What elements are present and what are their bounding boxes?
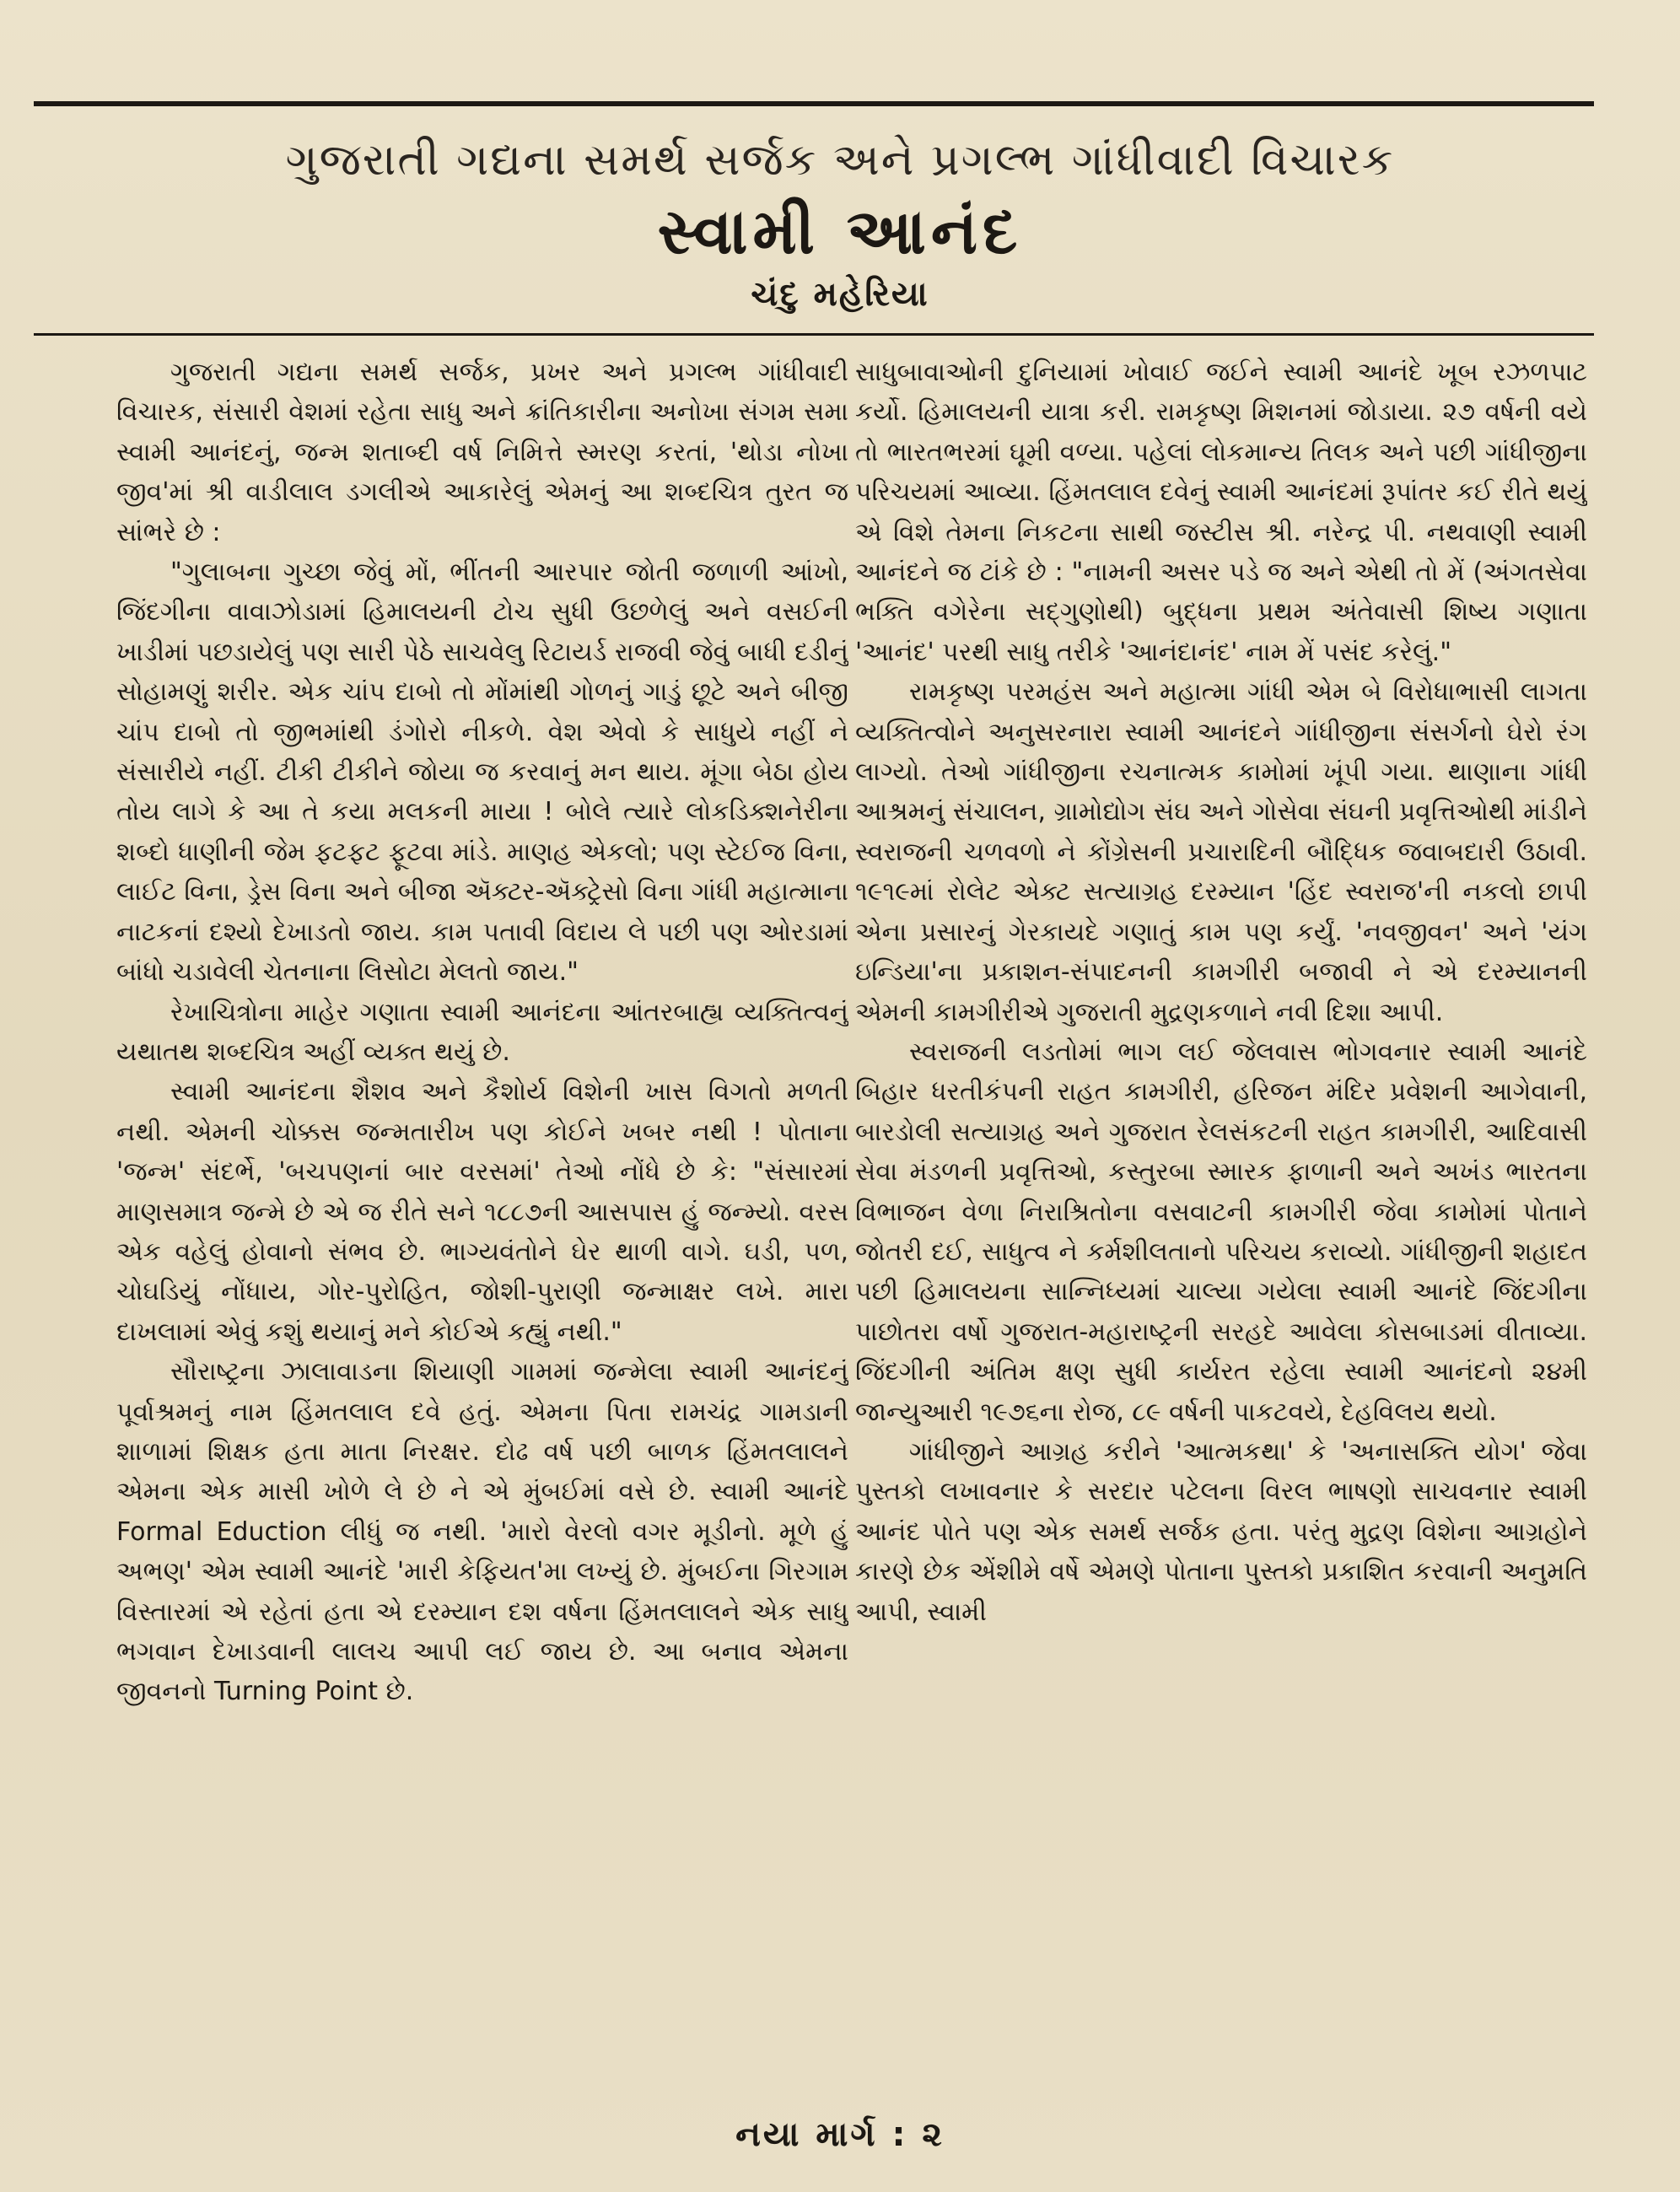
page-folio: નયા માર્ગ : ૨: [735, 2115, 945, 2154]
article-author: ચંદુ મહેરિયા: [751, 275, 929, 314]
paragraph: સૌરાષ્ટ્રના ઝાલાવાડના શિયાણી ગામમાં જન્મેલા સ્વામી આનંદનું પૂર્વાશ્રમનું નામ હિંમતલાલ દવે હતું. એમના પિતા રામચંદ્ર ગામડાની શાળામાં શિક્ષક હતા માતા નિરક્ષર. દોઢ વર્ષ પછી બાળક હિંમતલાલને એમના એક માસી ખોળે લે છે ને એ મુંબઈમાં વસે છે. સ્વામી આનંદે Formal Eduction લીધું જ નથી. 'મારો વેરલો વગર મૂડીનો. મૂળે હું અભણ' એમ સ્વામી આનંદે 'મારી કેફિયત'મા લખ્યું છે. મુંબઈના ગિરગામ વિસ્તારમાં એ રહેતાં હતા એ દરમ્યાન દશ વર્ષના હિંમતલાલને એક સાધુ ભગવાન દેખાડવાની લાલચ આપી લઈ જાય છે. આ બનાવ એમના જીવનનો Turning Point છે.: [116, 1357, 848, 1707]
top-rule: [34, 101, 1594, 106]
paragraph: "ગુલાબના ગુચ્છા જેવું મોં, ભીંતની આરપાર જોતી જળાળી આંખો, જિંદગીના વાવાઝોડામાં હિમાલયની ટોચ સુધી ઉછળેલું અને વસઈની ખાડીમાં પછડાયેલું પણ સારી પેઠે સાચવેલુ રિટાયર્ડ રાજવી જેવું બાધી દડીનું સોહામણું શરીર. એક ચાંપ દાબો તો મોંમાંથી ગોળનું ગાડું છૂટે અને બીજી ચાંપ દાબો તો જીભમાંથી ડંગોરો નીકળે. વેશ એવો કે સાધુયે નહીં ને સંસારીયે નહીં. ટીકી ટીકીને જોયા જ કરવાનું મન થાય. મૂંગા બેઠા હોય તોય લાગે કે આ તે કયા મલકની માયા ! બોલે ત્યારે લોકડિક્શનેરીના શબ્દો ધાણીની જેમ ફટફટ ફૂટવા માંડે. માણહ એકલો; પણ સ્ટેઈજ વિના, લાઈટ વિના, ડ્રેસ વિના અને બીજા ઍક્ટર-ઍક્ટ્રેસો વિના ગાંધી મહાત્માના નાટકનાં દશ્યો દેખાડતો જાય. કામ પતાવી વિદાય લે પછી પણ ઓરડામાં બાંધો ચડાવેલી ચેતનાના લિસોટા મેલતો જાય.": [116, 557, 848, 988]
right-column: [855, 353, 1587, 2107]
paragraph: સાધુબાવાઓની દુનિયામાં ખોવાઈ જઈને સ્વામી આનંદે ખૂબ રઝળપાટ કર્યો. હિમાલયની યાત્રા કરી. રામકૃષ્ણ મિશનમાં જોડાયા. ૨૭ વર્ષની વયે તો ભારતભરમાં ઘૂમી વળ્યા. પહેલાં લોકમાન્ય તિલક અને પછી ગાંધીજીના પરિચયમાં આવ્યા. હિંમતલાલ દવેનું સ્વામી આનંદમાં રૂપાંતર કઈ રીતે થયું એ વિશે તેમના નિકટના સાથી જસ્ટીસ શ્રી. નરેન્દ્ર પી. નથવાણી સ્વામી આનંદને જ ટાંકે છે : "નામની અસર પડે જ અને એથી તો મેં (અંગતસેવા ભક્તિ વગેરેના સદ્ગુણોથી) બુદ્ધના પ્રથમ અંતેવાસી શિષ્ય ગણાતા 'આનંદ' પરથી સાધુ તરીકે 'આનંદાનંદ' નામ મેં પસંદ કરેલું.": [855, 358, 1587, 667]
paragraph: ગાંધીજીને આગ્રહ કરીને 'આત્મકથા' કે 'અનાસક્તિ યોગ' જેવા પુસ્તકો લખાવનાર કે સરદાર પટેલના વિરલ ભાષણો સાચવનાર સ્વામી આનંદ પોતે પણ એક સમર્થ સર્જક હતા. પરંતુ મુદ્રણ વિશેના આગ્રહોને કારણે છેક એંશીમે વર્ષે એમણે પોતાના પુસ્તકો પ્રકાશિત કરવાની અનુમતિ આપી, સ્વામી: [855, 1436, 1587, 1627]
paragraph: સ્વામી આનંદના શૈશવ અને કૈશોર્ય વિશેની ખાસ વિગતો મળતી નથી. એમની ચોક્કસ જન્મતારીખ પણ કોઈને ખબર નથી ! પોતાના 'જન્મ' સંદર્ભે, 'બચપણનાં બાર વરસમાં' તેઓ નોંધે છે કે: "સંસારમાં માણસમાત્ર જન્મે છે એ જ રીતે સને ૧૮૮૭ની આસપાસ હું જન્મ્યો. વરસ એક વહેલું હોવાનો સંભવ છે. ભાગ્યવંતોને ઘેર થાળી વાગે. ઘડી, પળ, ચોઘડિયું નોંધાય, ગોર-પુરોહિત, જોશી-પુરાણી જન્માક્ષર લખે. મારા દાખલામાં એવું કશું થયાનું મને કોઈએ કહ્યું નથી.": [116, 1077, 848, 1347]
article-title: સ્વામી આનંદ: [657, 196, 1023, 268]
article-kicker: ગુજરાતી ગદ્યના સમર્થ સર્જક અને પ્રગલ્ભ ગાંધીવાદી વિચારક: [285, 135, 1395, 186]
paragraph: રેખાચિત્રોના માહેર ગણાતા સ્વામી આનંદના આંતરબાહ્ય વ્યક્તિત્વનું યથાતથ શબ્દચિત્ર અહીં વ્યક્ત થયું છે.: [116, 997, 848, 1067]
paragraph: સ્વરાજની લડતોમાં ભાગ લઈ જેલવાસ ભોગવનાર સ્વામી આનંદે બિહાર ધરતીકંપની રાહત કામગીરી, હરિજન મંદિર પ્રવેશની આગેવાની, બારડોલી સત્યાગ્રહ અને ગુજરાત રેલસંકટની રાહત કામગીરી, આદિવાસી સેવા મંડળની પ્રવૃત્તિઓ, કસ્તુરબા સ્મારક ફાળાની અને અખંડ ભારતના વિભાજન વેળા નિરાશ્રિતોના વસવાટની કામગીરી જેવા કામોમાં પોતાને જોતરી દઈ, સાધુત્વ ને કર્મશીલતાનો પરિચય કરાવ્યો. ગાંધીજીની શહાદત પછી હિમાલયના સાન્નિધ્યમાં ચાલ્યા ગયેલા સ્વામી આનંદે જિંદગીના પાછોતરા વર્ષો ગુજરાત-મહારાષ્ટ્રની સરહદે આવેલા કોસબાડમાં વીતાવ્યા. જિંદગીની અંતિમ ક્ષણ સુધી કાર્યરત રહેલા સ્વામી આનંદનો ૨૪મી જાન્યુઆરી ૧૯૭૬ના રોજ, ૮૯ વર્ષની પાકટવયે, દેહવિલય થયો.: [855, 1037, 1587, 1427]
paragraph: ગુજરાતી ગદ્યના સમર્થ સર્જક, પ્રખર અને પ્રગલ્ભ ગાંધીવાદી વિચારક, સંસારી વેશમાં રહેતા સાધુ અને ક્રાંતિકારીના અનોખા સંગમ સમા સ્વામી આનંદનું, જન્મ શતાબ્દી વર્ષ નિમિત્તે સ્મરણ કરતાં, 'થોડા નોખા જીવ'માં શ્રી વાડીલાલ ડગલીએ આકારેલું એમનું આ શબ્દચિત્ર તુરત જ સાંભરે છે :: [116, 358, 848, 547]
left-column: [116, 353, 848, 2107]
header-rule: [34, 333, 1594, 336]
paragraph: રામકૃષ્ણ પરમહંસ અને મહાત્મા ગાંધી એમ બે વિરોધાભાસી લાગતા વ્યક્તિત્વોને અનુસરનારા સ્વામી આનંદને ગાંધીજીના સંસર્ગનો ઘેરો રંગ લાગ્યો. તેઓ ગાંધીજીના રચનાત્મક કામોમાં ખૂંપી ગયા. થાણાના ગાંધી આશ્રમનું સંચાલન, ગ્રામોદ્યોગ સંઘ અને ગોસેવા સંઘની પ્રવૃત્તિઓથી માંડીને સ્વરાજની ચળવળો ને કોંગ્રેસની પ્રચારાદિની બૌદ્ધિક જવાબદારી ઉઠાવી. ૧૯૧૯માં રોલેટ એક્ટ સત્યાગ્રહ દરમ્યાન 'હિંદ સ્વરાજ'ની નકલો છાપી એના પ્રસારનું ગેરકાયદે ગણાતું કામ પણ કર્યું. 'નવજીવન' અને 'યંગ ઇન્ડિયા'ના પ્રકાશન-સંપાદનની કામગીરી બજાવી ને એ દરમ્યાનની એમની કામગીરીએ ગુજરાતી મુદ્રણકળાને નવી દિશા આપી.: [855, 677, 1587, 1027]
